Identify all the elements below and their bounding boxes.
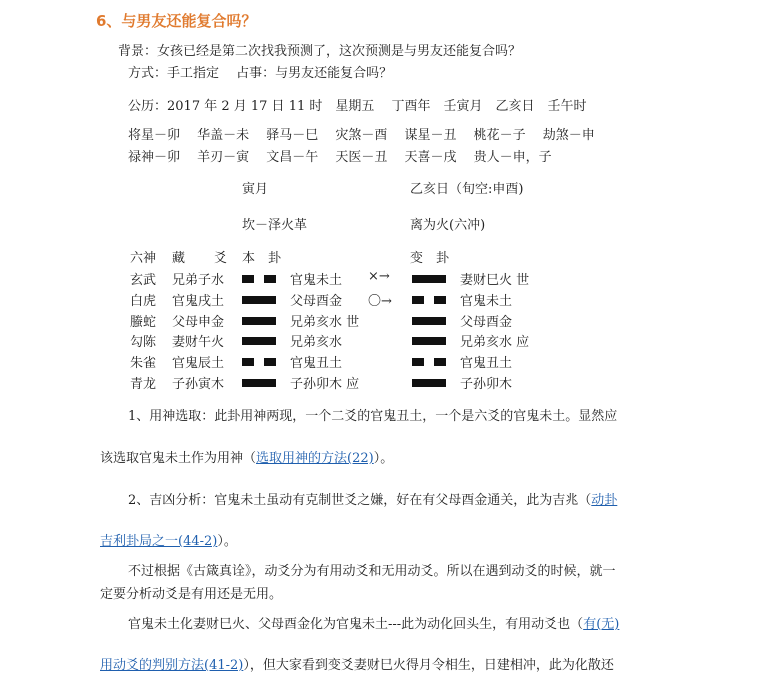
row-moving-mark: ×→ — [368, 269, 390, 284]
row-cang: 子孙寅木 — [172, 377, 225, 392]
row-bian-text: 官鬼丑土 — [460, 356, 513, 371]
row-bian-yin-line-right — [434, 296, 446, 304]
paragraph-3-line-1: 不过根据《古箴真诠》，动爻分为有用动爻和无用动爻。所以在遇到动爻的时候，就一 — [128, 564, 616, 579]
row-bian-text: 父母酉金 — [460, 315, 513, 330]
row-bian-yin-line-right — [434, 358, 446, 366]
row-bian-text: 官鬼未土 — [460, 294, 513, 309]
row-bian-yang-line — [412, 317, 446, 325]
row-ben-text: 兄弟亥水 — [290, 335, 343, 350]
row-bian-text: 妻财巳火 世 — [460, 273, 530, 288]
row-ben-yang-line — [242, 337, 276, 345]
row-ben-yin-line-right — [264, 275, 276, 283]
row-bian-yang-line — [412, 379, 446, 387]
link-jili-gua-ju[interactable]: 吉利卦局之一(44-2) — [100, 534, 218, 549]
method-text: 方式：手工指定 占事：与男友还能复合吗？ — [128, 66, 393, 81]
paragraph-1-line-1: 1、用神选取：此卦用神两现，一个二爻的官鬼丑土，一个是六爻的官鬼未土。显然应 — [128, 409, 618, 424]
paragraph-1-end: ）。 — [373, 451, 394, 466]
row-ben-yang-line — [242, 379, 276, 387]
change-gua-name: 离为火(六冲) — [410, 218, 486, 233]
row-liushen: 朱雀 — [130, 356, 157, 371]
row-ben-yin-line-left — [242, 358, 254, 366]
row-cang: 官鬼辰土 — [172, 356, 225, 371]
row-ben-text: 官鬼丑土 — [290, 356, 343, 371]
row-ben-text: 父母酉金 — [290, 294, 343, 309]
header-cang: 藏 — [172, 251, 186, 266]
stars-line-2: 禄神－卯 羊刃－寅 文昌－午 天医－丑 天喜－戌 贵人－申，子 — [128, 150, 552, 165]
row-liushen: 勾陈 — [130, 335, 157, 350]
row-bian-text: 子孙卯木 — [460, 377, 513, 392]
paragraph-4-end: ），但大家看到变爻妻财巳火得月令相生，日建相冲，此为化散还 — [243, 658, 614, 673]
paragraph-4-line-1 — [128, 613, 619, 632]
header-ben-gua: 本 卦 — [242, 251, 282, 266]
paragraph-1-line-2 — [100, 447, 393, 466]
row-cang: 父母申金 — [172, 315, 225, 330]
row-bian-yang-line — [412, 275, 446, 283]
row-cang: 兄弟子水 — [172, 273, 225, 288]
link-you-wu[interactable]: 有(无) — [583, 617, 620, 632]
row-liushen: 白虎 — [130, 294, 157, 309]
header-bian-gua: 变 卦 — [410, 251, 450, 266]
paragraph-2-line-2 — [100, 530, 237, 549]
paragraph-2-line-1 — [128, 489, 617, 508]
paragraph-3-line-2: 定要分析动爻是有用还是无用。 — [100, 587, 283, 602]
row-bian-yang-line — [412, 337, 446, 345]
month-label: 寅月 — [242, 182, 269, 197]
row-moving-mark: 〇→ — [368, 294, 392, 309]
calendar-text: 公历：2017 年 2 月 17 日 11 时 星期五 丁酉年 壬寅月 乙亥日 壬午时 — [128, 99, 587, 114]
row-ben-yin-line-right — [264, 358, 276, 366]
row-bian-yin-line-left — [412, 296, 424, 304]
row-cang: 官鬼戌土 — [172, 294, 225, 309]
link-choose-yongshen[interactable]: 选取用神的方法(22) — [256, 451, 374, 466]
row-ben-text: 子孙卯木 应 — [290, 377, 360, 392]
section-title: 6、与男友还能复合吗？ — [96, 12, 257, 30]
paragraph-2-end: ）。 — [217, 534, 237, 549]
row-ben-text: 兄弟亥水 世 — [290, 315, 360, 330]
row-bian-yin-line-left — [412, 358, 424, 366]
row-liushen: 青龙 — [130, 377, 157, 392]
row-liushen: 玄武 — [130, 273, 157, 288]
paragraph-4-text: 官鬼未土化妻财巳火、父母酉金化为官鬼未土---此为动化回头生，有用动爻也（ — [128, 617, 584, 632]
base-gua-name: 坎－泽火革 — [242, 218, 308, 233]
background-text: 背景：女孩已经是第二次找我预测了，这次预测是与男友还能复合吗？ — [118, 44, 522, 59]
header-yao: 爻 — [214, 251, 228, 266]
paragraph-2-text: 2、吉凶分析：官鬼未土虽动有克制世爻之嫌，好在有父母酉金通关，此为吉兆（ — [128, 493, 592, 508]
row-cang: 妻财午火 — [172, 335, 225, 350]
row-ben-yang-line — [242, 296, 276, 304]
row-ben-text: 官鬼未土 — [290, 273, 343, 288]
paragraph-4-line-2 — [100, 654, 614, 673]
row-liushen: 螣蛇 — [130, 315, 157, 330]
link-dong-yao-method[interactable]: 用动爻的判别方法(41-2) — [100, 658, 244, 673]
row-ben-yang-line — [242, 317, 276, 325]
row-ben-yin-line-left — [242, 275, 254, 283]
day-label: 乙亥日（旬空:申酉) — [410, 182, 524, 197]
row-bian-text: 兄弟亥水 应 — [460, 335, 530, 350]
paragraph-1-text: 该选取官鬼未土作为用神（ — [100, 451, 257, 466]
link-dong-gua[interactable]: 动卦 — [591, 493, 618, 508]
stars-line-1: 将星－卯 华盖－未 驿马－巳 灾煞－酉 谋星－丑 桃花－子 劫煞－申 — [128, 128, 595, 143]
header-liushen: 六神 — [130, 251, 157, 266]
